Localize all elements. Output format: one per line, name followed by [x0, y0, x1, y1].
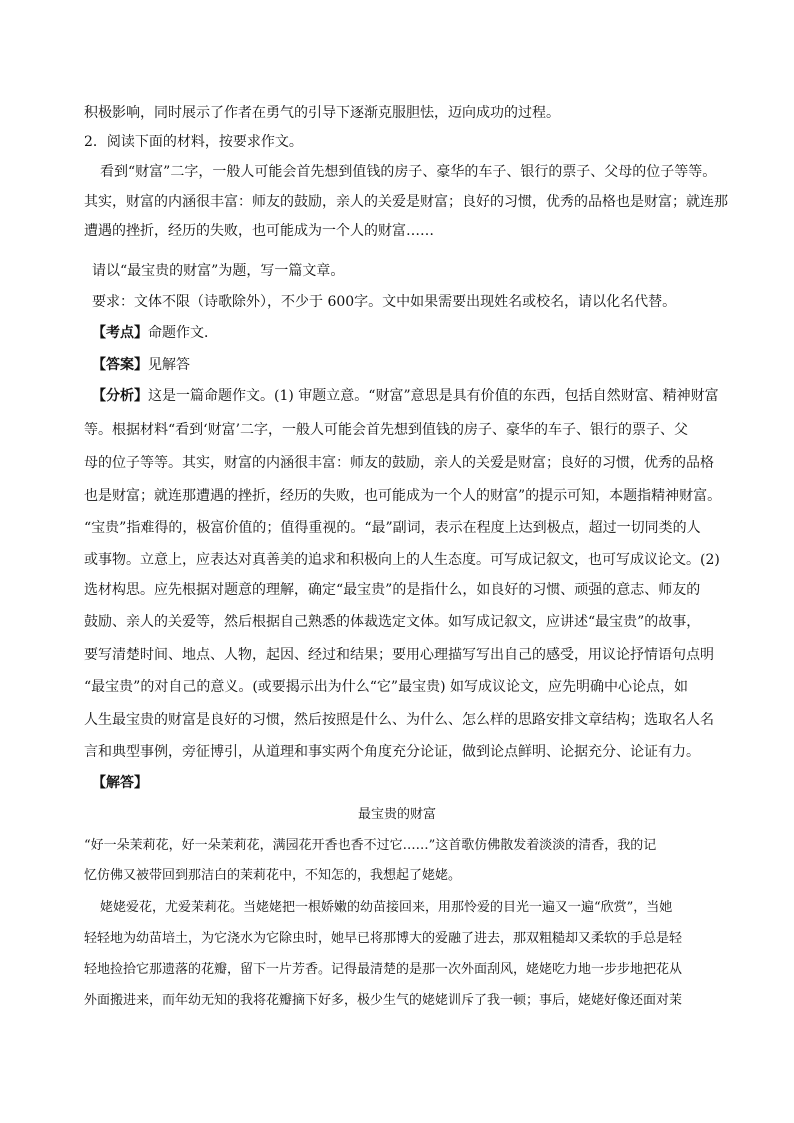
daan-line: [92, 355, 752, 375]
text-line: 要求：文体不限（诗歌除外），不少于 600字。文中如果需要出现姓名或校名，请以化名代替。: [92, 294, 677, 310]
daan-text: 见解答: [148, 357, 190, 373]
fenxi-text: 这是一篇命题作文。(1) 审题立意。“财富”意思是具有价值的东西，包括自然财富、精神财富: [148, 388, 719, 404]
kaodian-line: [92, 323, 752, 343]
essay-line: 外面搬进来，而年幼无知的我将花瓣摘下好多，极少生气的姥姥训斥了我一顿；事后，姥姥好像还面对茉: [84, 993, 683, 1008]
question-heading: 2．阅读下面的材料，按要求作文。: [84, 134, 303, 150]
text-line: 要写清楚时间、地点、人物，起因、经过和结果；要用心理描写写出自己的感受，用议论抒情语句点明: [84, 647, 714, 663]
text-line: 选材构思。应先根据对题意的理解，确定“最宝贵”的是指什么，如良好的习惯、顽强的意志、师友的: [84, 582, 701, 598]
essay-line: “好一朵茉莉花，好一朵茉莉花，满园花开香也香不过它……”这首歌仿佛散发着淡淡的清香，我的记: [84, 838, 657, 853]
essay-title: 最宝贵的财富: [357, 807, 436, 822]
essay-line: 忆仿佛又被带回到那洁白的茉莉花中，不知怎的，我想起了姥姥。: [84, 868, 462, 883]
fenxi-line: [92, 386, 752, 406]
kaodian-tag: 【考点】: [92, 325, 148, 341]
text-line: 其实，财富的内涵很丰富：师友的鼓励，亲人的关爱是财富；良好的习惯，优秀的品格也是财富；就连那: [84, 194, 728, 210]
fenxi-tag: 【分析】: [92, 388, 148, 404]
essay-line: 姥姥爱花，尤爱茉莉花。当姥姥把一根娇嫩的幼苗接回来，用那怜爱的目光一遍又一遍“欣赏”，当她: [100, 900, 673, 915]
text-line: 请以“最宝贵的财富”为题，写一篇文章。: [92, 263, 345, 279]
text-line: 也是财富；就连那遭遇的挫折，经历的失败，也可能成为一个人的财富”的提示可知，本题指精神财富。: [84, 488, 722, 504]
text-line: 言和典型事例，旁征博引，从道理和事实两个角度充分论证，做到论点鲜明、论据充分、论证有力。: [84, 744, 700, 760]
text-line: 看到“财富”二字，一般人可能会首先想到值钱的房子、豪华的车子、银行的票子、父母的位子等等。: [100, 164, 717, 180]
text-line: 积极影响，同时展示了作者在勇气的引导下逐渐克服胆怯，迈向成功的过程。: [84, 105, 560, 121]
text-line: 或事物。立意上，应表达对真善美的追求和积极向上的人生态度。可写成记叙文，也可写成议论文。(2): [84, 552, 720, 568]
text-line: 等。根据材料“看到‘财富’二字，一般人可能会首先想到值钱的房子、豪华的车子、银行的票子、父: [84, 422, 689, 438]
kaodian-text: 命题作文．: [148, 325, 218, 341]
essay-line: 轻地捡拾它那遗落的花瓣，留下一片芳香。记得最清楚的是那一次外面刮风，姥姥吃力地一步步地把花从: [84, 962, 683, 977]
text-line: 鼓励、亲人的关爱等，然后根据自己熟悉的体裁选定文体。如写成记叙文，应讲述“最宝贵”的故事，: [84, 614, 701, 630]
daan-tag: 【答案】: [92, 357, 148, 373]
essay-line: 轻轻地为幼苗培土，为它浇水为它除虫时，她早已将那博大的爱融了进去，那双粗糙却又柔软的手总是轻: [84, 931, 683, 946]
text-line: 遭遇的挫折，经历的失败，也可能成为一个人的财富……: [84, 223, 434, 239]
jieda-line: [92, 773, 752, 793]
text-line: 母的位子等等。其实，财富的内涵很丰富：师友的鼓励，亲人的关爱是财富；良好的习惯，优秀的品格: [84, 455, 714, 471]
jieda-tag: 【解答】: [92, 775, 148, 791]
text-line: 人生最宝贵的财富是良好的习惯，然后按照是什么、为什么、怎么样的思路安排文章结构；选取名人名: [84, 712, 714, 728]
text-line: “宝贵”指难得的，极富价值的；值得重视的。“最”副词，表示在程度上达到极点，超过一切同类的人: [84, 520, 701, 536]
text-line: “最宝贵”的对自己的意义。(或要揭示出为什么“它”最宝贵) 如写成议论文，应先明确中心论点，如: [84, 679, 689, 695]
